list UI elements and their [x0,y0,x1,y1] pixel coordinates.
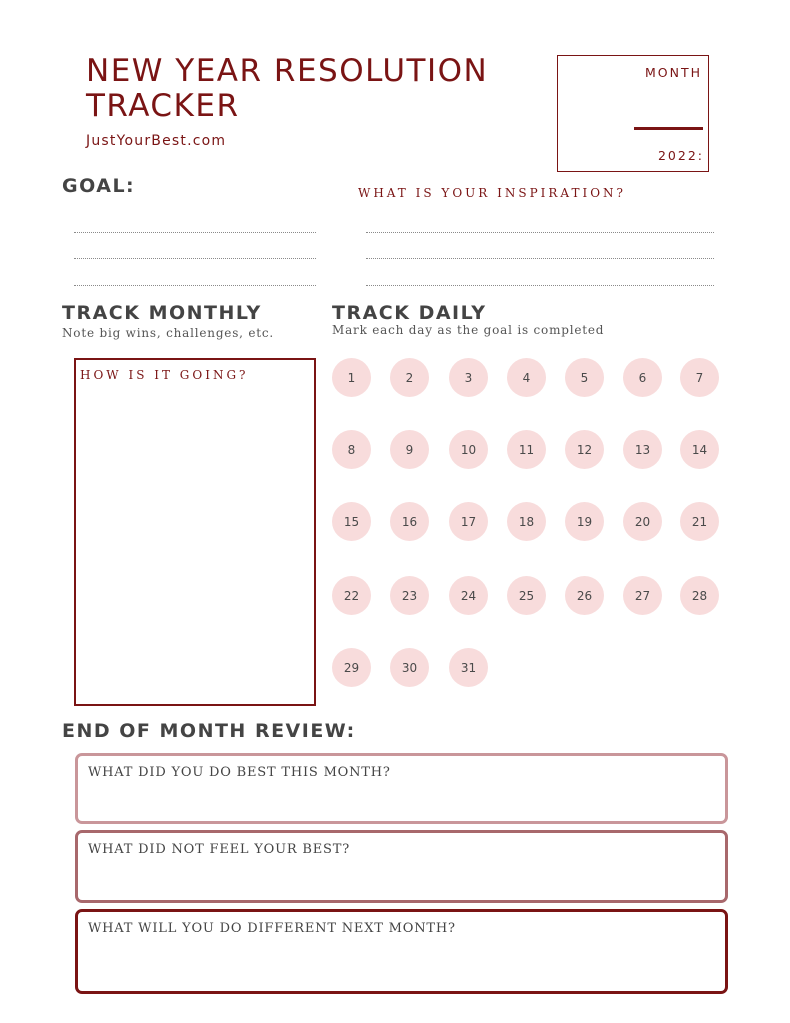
review-heading: END OF MONTH REVIEW: [62,720,356,742]
goal-line[interactable] [74,258,316,259]
day-circle[interactable]: 21 [680,502,719,541]
review-different-label: WHAT WILL YOU DO DIFFERENT NEXT MONTH? [88,921,456,936]
how-is-it-going-box[interactable] [74,358,316,706]
day-circle[interactable]: 27 [623,576,662,615]
day-circle[interactable]: 15 [332,502,371,541]
day-circle[interactable]: 20 [623,502,662,541]
day-circle[interactable]: 25 [507,576,546,615]
day-circle[interactable]: 7 [680,358,719,397]
day-circle[interactable]: 14 [680,430,719,469]
day-circle[interactable]: 13 [623,430,662,469]
day-circle[interactable]: 26 [565,576,604,615]
day-circle[interactable]: 2 [390,358,429,397]
review-best-label: WHAT DID YOU DO BEST THIS MONTH? [88,765,391,780]
day-circle[interactable]: 9 [390,430,429,469]
day-circle[interactable]: 28 [680,576,719,615]
day-circle[interactable]: 29 [332,648,371,687]
title-line-1: NEW YEAR RESOLUTION [86,53,489,89]
year-label: 2022: [657,148,704,163]
month-label: MONTH [644,65,702,80]
day-circle[interactable]: 16 [390,502,429,541]
track-monthly-subheading: Note big wins, challenges, etc. [62,326,275,340]
track-daily-subheading: Mark each day as the goal is completed [332,323,605,337]
track-daily-heading: TRACK DAILY [332,302,487,324]
page-title [86,54,546,124]
day-circle[interactable]: 6 [623,358,662,397]
month-box[interactable] [557,55,709,172]
goal-heading: GOAL: [62,175,136,197]
day-circle[interactable]: 30 [390,648,429,687]
day-circle[interactable]: 22 [332,576,371,615]
day-circle[interactable]: 11 [507,430,546,469]
goal-line[interactable] [74,285,316,286]
site-name: JustYourBest.com [86,133,227,149]
day-circle[interactable]: 10 [449,430,488,469]
day-circle[interactable]: 24 [449,576,488,615]
goal-line[interactable] [74,232,316,233]
day-circle[interactable]: 18 [507,502,546,541]
month-underline [634,127,703,130]
inspiration-line[interactable] [366,285,714,286]
day-circle[interactable]: 17 [449,502,488,541]
inspiration-heading: WHAT IS YOUR INSPIRATION? [358,186,626,200]
how-is-it-going-label: HOW IS IT GOING? [80,368,249,382]
review-best-box[interactable] [75,753,728,824]
day-circle[interactable]: 23 [390,576,429,615]
inspiration-line[interactable] [366,258,714,259]
day-circle[interactable]: 4 [507,358,546,397]
day-circle[interactable]: 12 [565,430,604,469]
day-circle[interactable]: 31 [449,648,488,687]
inspiration-line[interactable] [366,232,714,233]
review-different-box[interactable] [75,909,728,994]
review-not-best-label: WHAT DID NOT FEEL YOUR BEST? [88,842,350,857]
day-circle[interactable]: 3 [449,358,488,397]
day-circle[interactable]: 5 [565,358,604,397]
track-monthly-heading: TRACK MONTHLY [62,302,262,324]
title-line-2: TRACKER [86,88,240,124]
review-not-best-box[interactable] [75,830,728,903]
day-circle[interactable]: 19 [565,502,604,541]
day-circle[interactable]: 8 [332,430,371,469]
day-circle[interactable]: 1 [332,358,371,397]
